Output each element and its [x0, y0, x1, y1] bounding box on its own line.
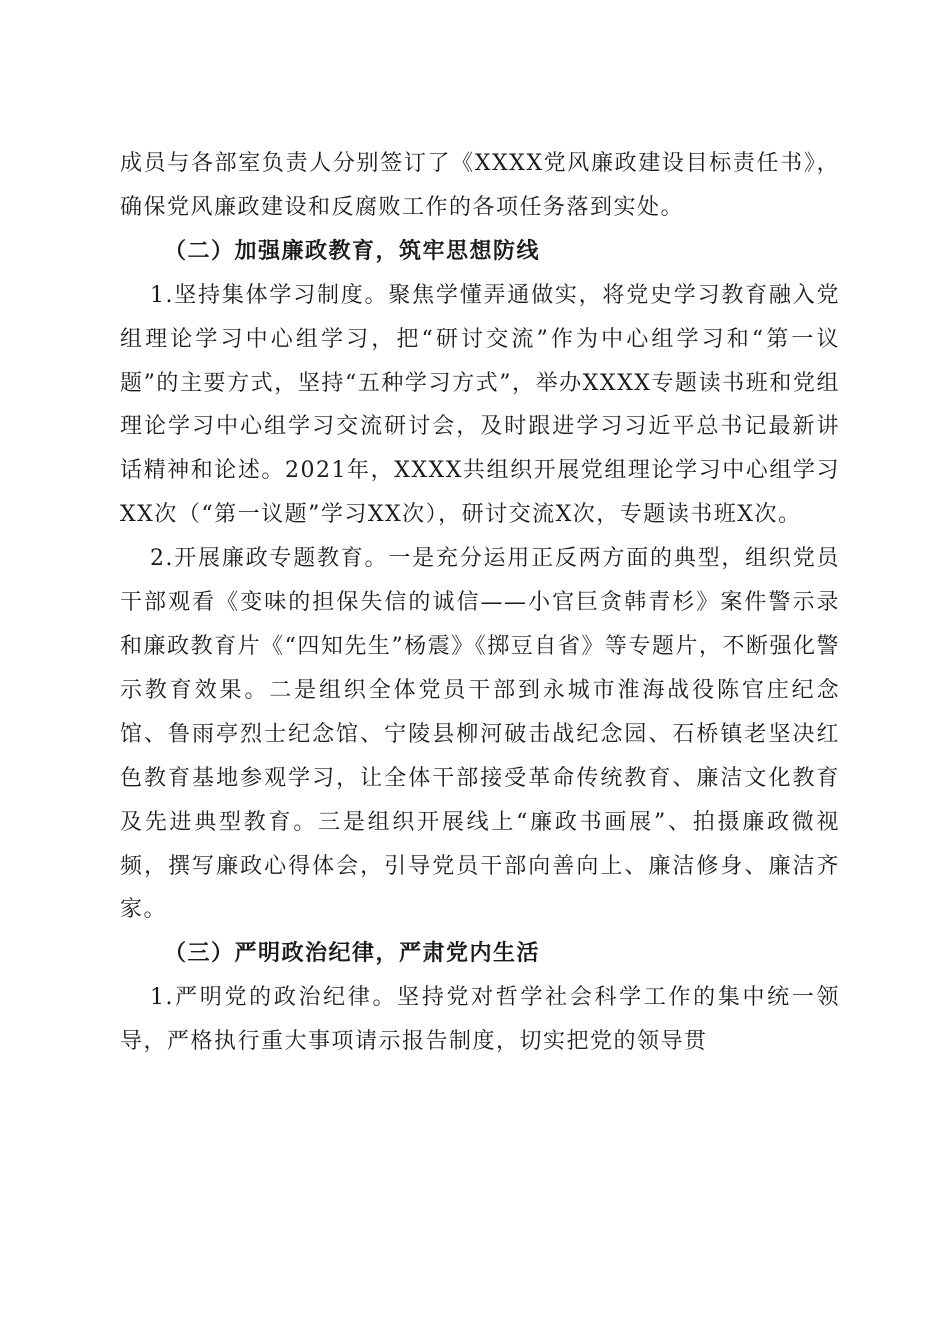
- document-body: [120, 142, 840, 1064]
- paragraph-collective-study: 1.坚持集体学习制度。聚焦学懂弄通做实，将党史学习教育融入党组理论学习中心组学习，把“研讨交流”作为中心组学习和“第一议题”的主要方式，坚持“五种学习方式”，举办XXXX专题读书班和党组理论学习中心组学习交流研讨会，及时跟进学习习近平总书记最新讲话精神和论述。2021年，XXXX共组织开展党组理论学习中心组学习XX次（“第一议题”学习XX次），研讨交流X次，专题读书班X次。: [120, 282, 840, 528]
- paragraph-political-discipline: 1.严明党的政治纪律。坚持党对哲学社会科学工作的集中统一领导，严格执行重大事项请示报告制度，切实把党的领导贯: [120, 985, 840, 1055]
- section-heading-3: （三）严明政治纪律，严肃党内生活: [164, 940, 541, 967]
- paragraph-integrity-education: 2.开展廉政专题教育。一是充分运用正反两方面的典型，组织党员干部观看《变味的担保失信的诚信——小官巨贪韩青杉》案件警示录和廉政教育片《“四知先生”杨震》《掷豆自省》等专题片，不断强化警示教育效果。二是组织全体党员干部到永城市淮海战役陈官庄纪念馆、鲁雨亭烈士纪念馆、宁陵县柳河破击战纪念园、石桥镇老坚决红色教育基地参观学习，让全体干部接受革命传统教育、廉洁文化教育及先进典型教育。三是组织开展线上“廉政书画展”、拍摄廉政微视频，撰写廉政心得体会，引导党员干部向善向上、廉洁修身、廉洁齐家。: [120, 546, 840, 923]
- paragraph-continued: 成员与各部室负责人分别签订了《XXXX党风廉政建设目标责任书》，确保党风廉政建设和反腐败工作的各项任务落到实处。: [120, 151, 840, 220]
- section-heading-2: （二）加强廉政教育，筑牢思想防线: [164, 237, 541, 264]
